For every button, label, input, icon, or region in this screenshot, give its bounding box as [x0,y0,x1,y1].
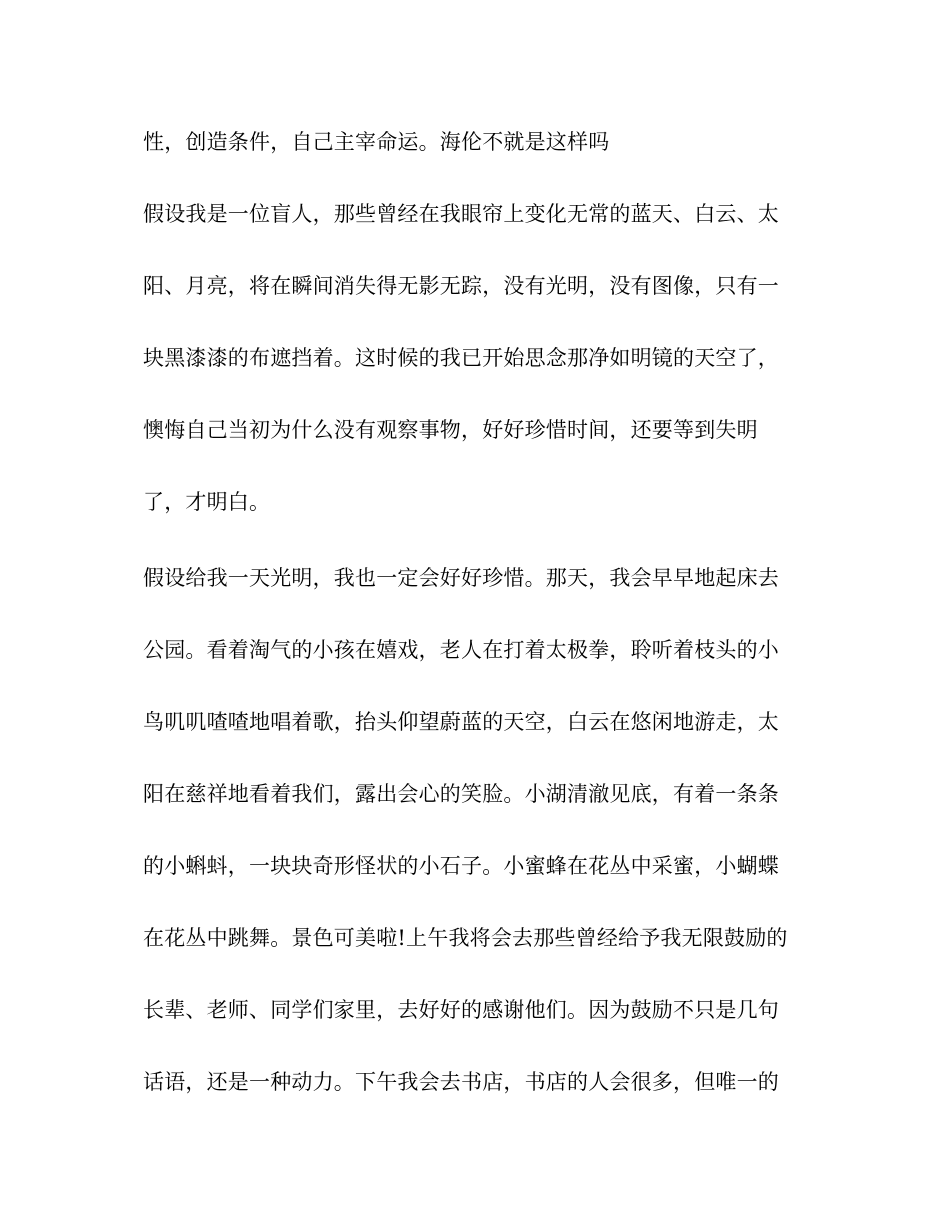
text-line: 阳在慈祥地看着我们，露出会心的笑脸。小湖清澈见底，有着一条条 [143,782,779,806]
text-line: 假设给我一天光明，我也一定会好好珍惜。那天，我会早早地起床去 [143,566,779,590]
text-line: 公园。看着淘气的小孩在嬉戏，老人在打着太极拳，聆听着枝头的小 [143,638,779,662]
text-line: 在花丛中跳舞。景色可美啦!上午我将会去那些曾经给予我无限鼓励的 [143,926,788,950]
text-line: 鸟叽叽喳喳地唱着歌，抬头仰望蔚蓝的天空，白云在悠闲地游走，太 [143,710,779,734]
text-line: 阳、月亮，将在瞬间消失得无影无踪，没有光明，没有图像，只有一 [143,274,779,298]
text-line: 话语，还是一种动力。下午我会去书店，书店的人会很多，但唯一的 [143,1070,779,1094]
text-line: 的小蝌蚪，一块块奇形怪状的小石子。小蜜蜂在花丛中采蜜，小蝴蝶 [143,854,779,878]
text-line: 块黑漆漆的布遮挡着。这时候的我已开始思念那净如明镜的天空了， [143,346,779,370]
text-line: 了，才明白。 [143,490,271,514]
text-line: 假设我是一位盲人，那些曾经在我眼帘上变化无常的蓝天、白云、太 [143,202,779,226]
text-line: 长辈、老师、同学们家里，去好好的感谢他们。因为鼓励不只是几句 [143,998,779,1022]
text-line: 懊悔自己当初为什么没有观察事物，好好珍惜时间，还要等到失明 [143,418,758,442]
text-line: 性，创造条件，自己主宰命运。海伦不就是这样吗 [143,130,610,154]
